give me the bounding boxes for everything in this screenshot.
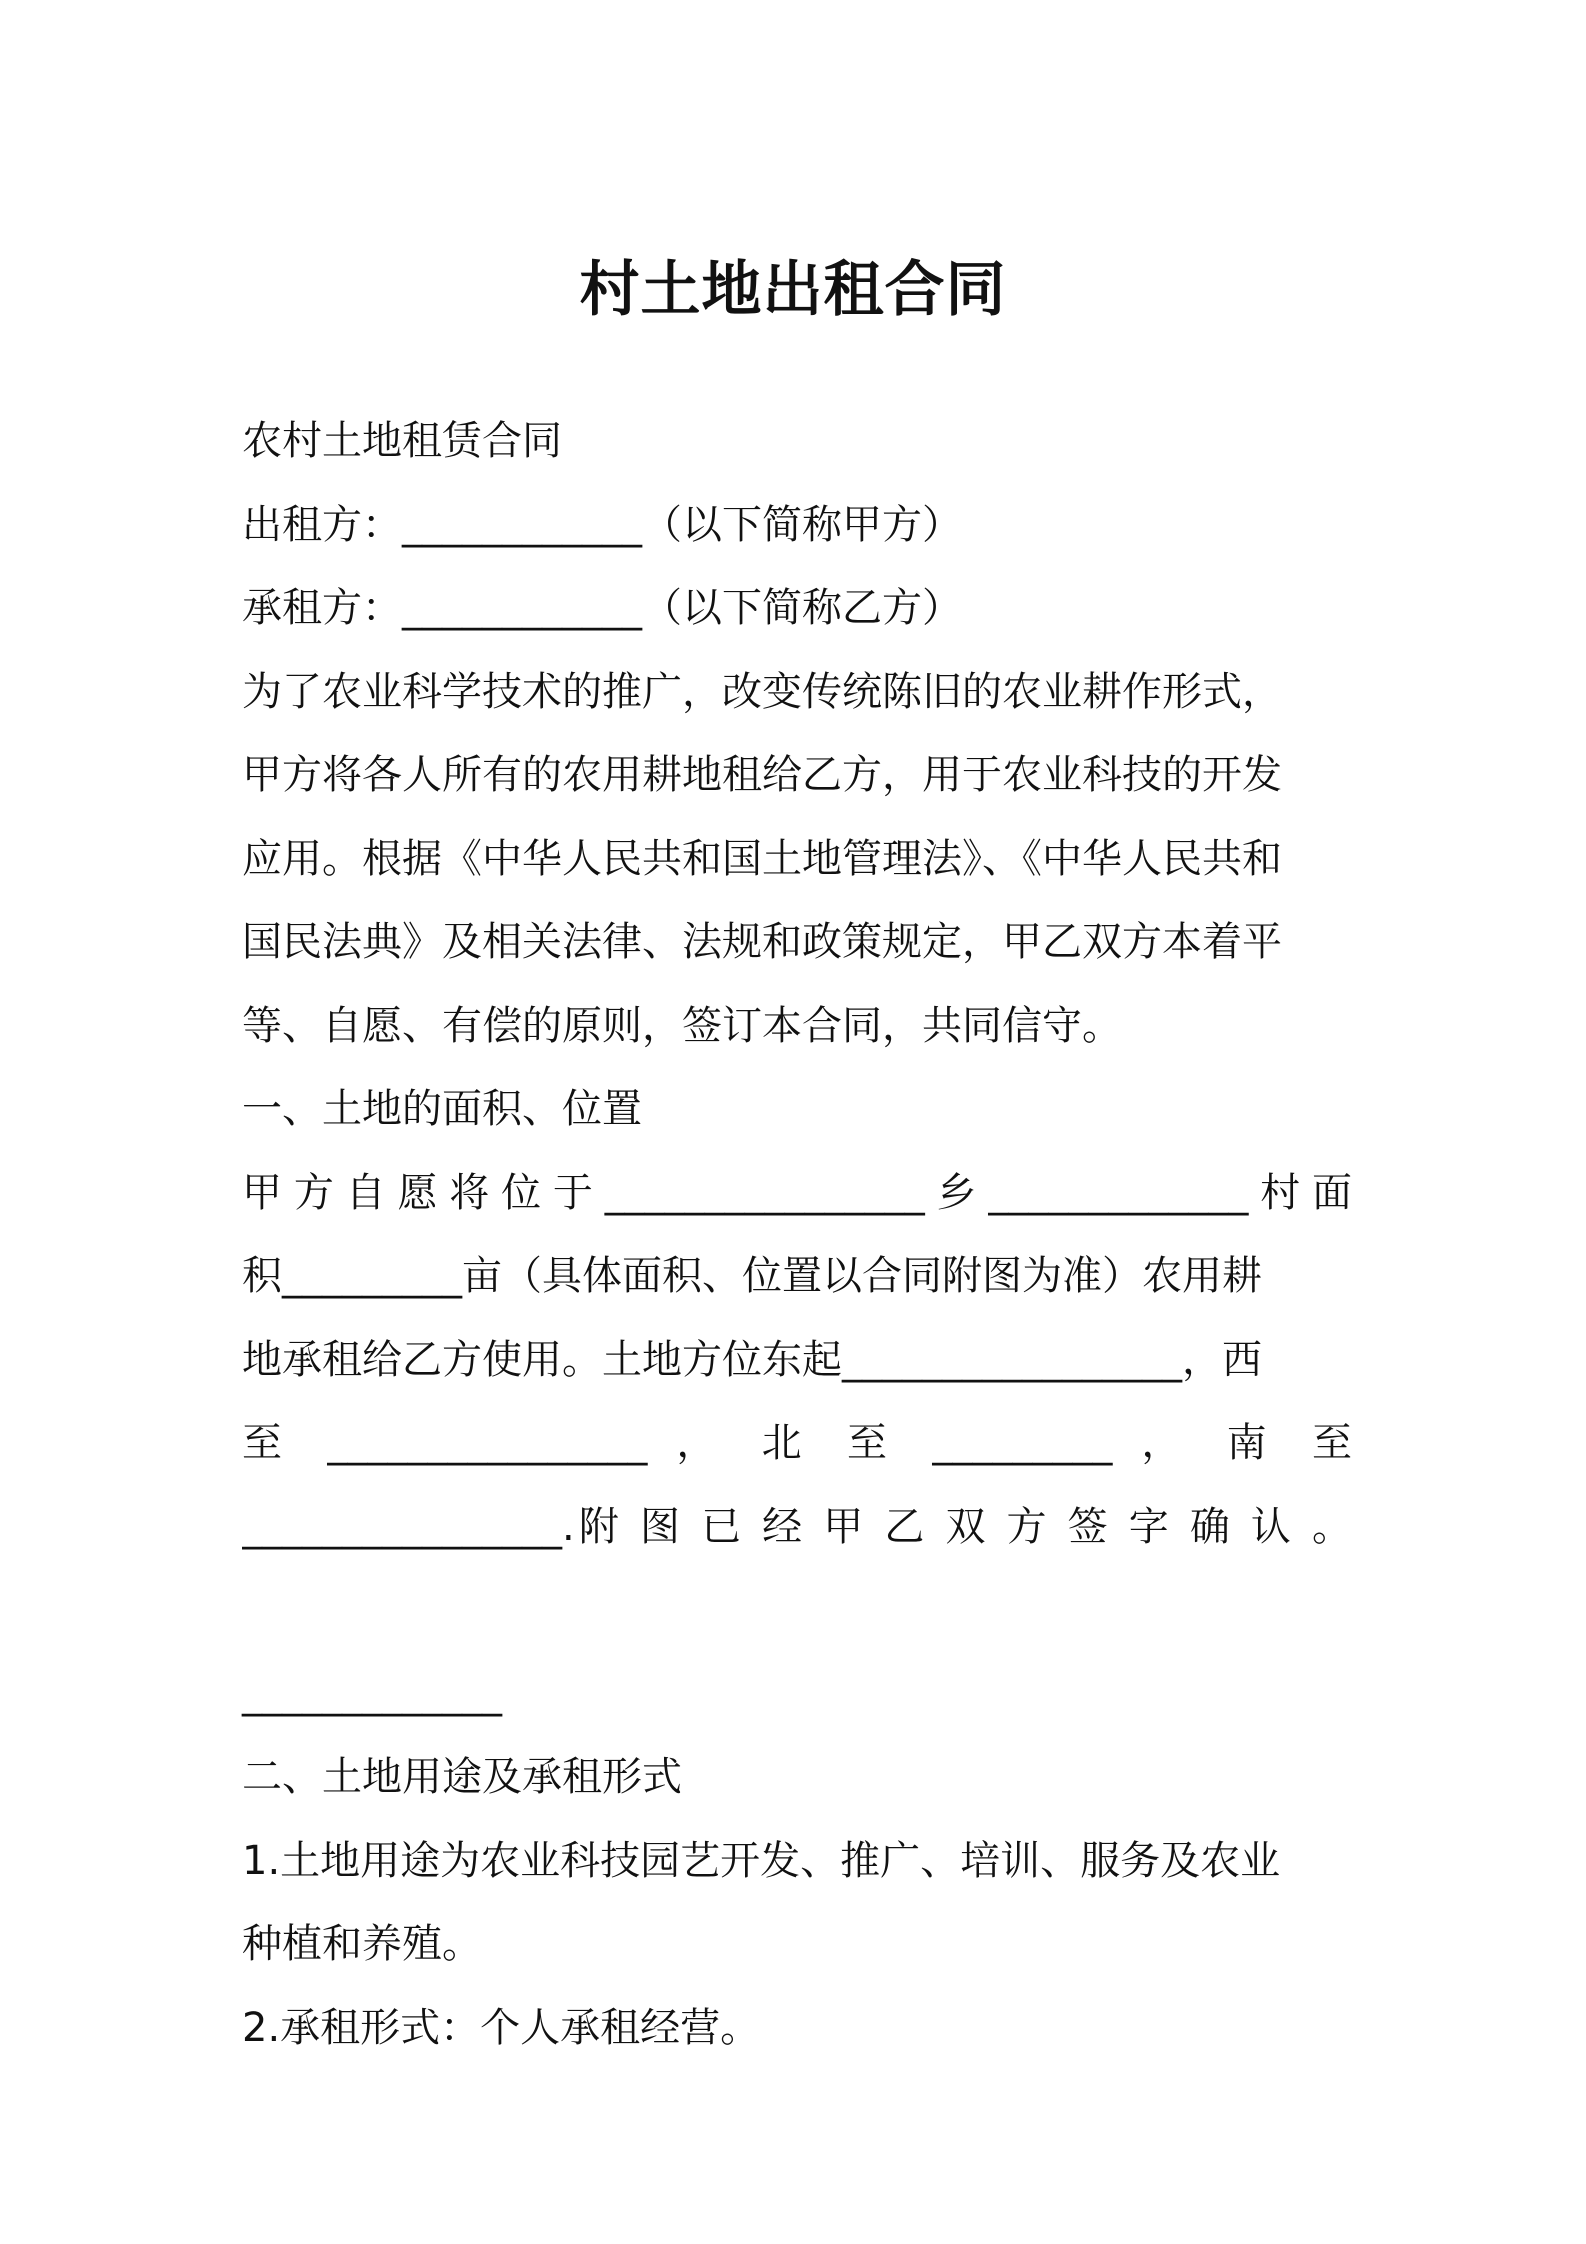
preamble-line-5: 等、自愿、有偿的原则，签订本合同，共同信守。	[242, 1002, 1122, 1049]
section2-item-2: 2.承租形式：个人承租经营。	[242, 2004, 761, 2051]
section1-line-4: 至 ________________ ， 北 至 _________ ， 南 至	[242, 1420, 1352, 1466]
subtitle-line: 农村土地租赁合同	[242, 418, 562, 464]
preamble-line-4: 国民法典》及相关法律、法规和政策规定，甲乙双方本着平	[242, 919, 1282, 965]
lessor-line: 出租方：____________（以下简称甲方）	[242, 501, 962, 548]
preamble-line-3: 应用。根据《中华人民共和国土地管理法》、《中华人民共和	[242, 835, 1282, 882]
lessee-line: 承租方：____________（以下简称乙方）	[242, 585, 962, 631]
document-body	[242, 400, 1352, 2070]
section1-line-1: 甲方自愿将位于________________乡_____________村面	[242, 1169, 1352, 1216]
section1-line-5: ________________.附 图 已 经 甲 乙 双 方 签 字 确 认 。	[242, 1503, 1352, 1550]
section-heading-1: 一、土地的面积、位置	[242, 1086, 642, 1132]
section-heading-2: 二、土地用途及承租形式	[242, 1754, 682, 1800]
blank-line	[242, 1569, 1352, 1653]
preamble-line-2: 甲方将各人所有的农用耕地租给乙方，用于农业科技的开发	[242, 752, 1282, 798]
document-title: 村土地出租合同	[579, 255, 1007, 325]
section1-line-6: _____________	[242, 1670, 502, 1717]
section1-line-3: 地承租给乙方使用。土地方位东起_________________，西	[242, 1336, 1262, 1383]
section2-item-1-line-2: 种植和养殖。	[242, 1921, 482, 1967]
section1-line-2: 积_________亩（具体面积、位置以合同附图为准）农用耕	[242, 1253, 1262, 1299]
section2-item-1-line-1: 1.土地用途为农业科技园艺开发、推广、培训、服务及农业	[242, 1837, 1281, 1884]
preamble-line-1: 为了农业科学技术的推广，改变传统陈旧的农业耕作形式，	[242, 668, 1282, 715]
